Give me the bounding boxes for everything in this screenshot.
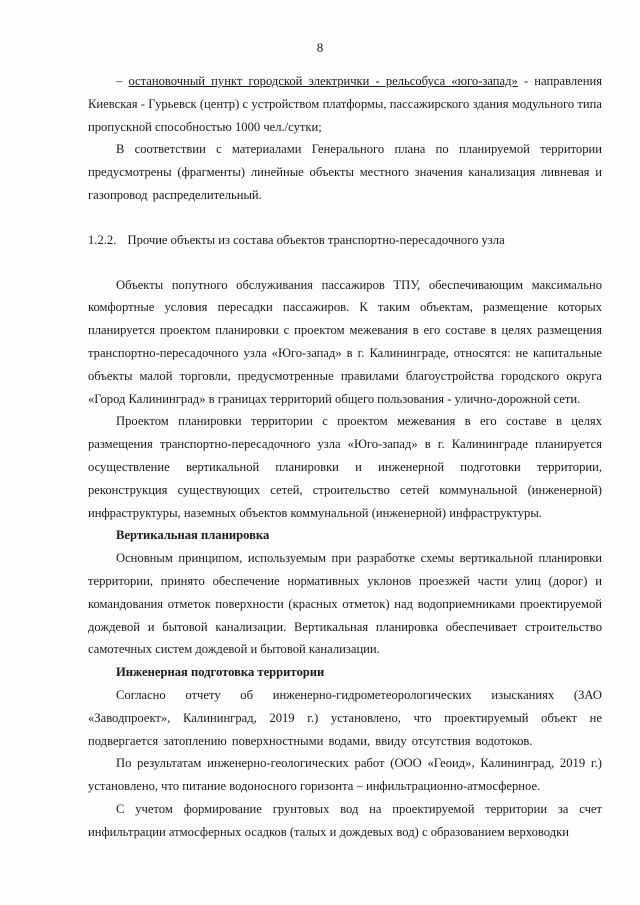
- paragraph-planning-project: Проектом планировки территории с проектом межевания в его составе в целях размещения транспортно-пересадочного узла «Юго-запад» в г. Калининграде планируется осуществление вертикальной планировки и инженерной подготовки территории, реконструкция существующих сетей, строительство сетей коммунальной (инженерной) инфраструктуры, наземных объектов коммунальной (инженерной) инфраструктуры.: [88, 414, 602, 520]
- section-heading: [88, 229, 602, 252]
- paragraph-general-plan: В соответствии с материалами Генерального плана по планируемой территории предусмотрены (фрагменты) линейные объекты местного значения канализация ливневая и газопровод распределительный.: [88, 142, 602, 202]
- page-number: 8: [316, 40, 324, 55]
- paragraph-groundwater: С учетом формирование грунтовых вод на проектируемой территории за счет инфильтрации атмосферных осадков (талых и дождевых вод) с образованием верховодки: [88, 801, 602, 839]
- paragraph-geological: По результатам инженерно-геологических работ (ООО «Геоид», Калининград, 2019 г.) установлено, что питание водоносного горизонта – инфильтрационно-атмосферное.: [88, 756, 602, 794]
- stop-point-underlined-text: остановочный пункт городской электрички - рельсобуса «юго-запад»: [128, 74, 518, 88]
- subheading-vertical-planning: Вертикальная планировка: [116, 528, 270, 543]
- paragraph-stop-point: [88, 70, 602, 138]
- document-body: [88, 70, 602, 844]
- subheading-engineering-preparation: Инженерная подготовка территории: [116, 665, 325, 680]
- paragraph-hydrometeorological: Согласно отчету об инженерно-гидрометеорологических изысканиях (ЗАО «Заводпроект», Калининград, 2019 г.) установлено, что проектируемый объект не подвергается затоплению поверхностными водами, ввиду отсутствия водотоков.: [88, 687, 602, 748]
- stop-point-text: - направления Киевская - Гурьевск (центр) с устройством платформы, пассажирского здания модульного типа пропускной способностью 1000 чел./сутки;: [88, 74, 603, 134]
- paragraph-service-objects: Объекты попутного обслуживания пассажиров ТПУ, обеспечивающим максимально комфортные условия пересадки пассажиров. К таким объектам, размещение которых планируется проектом планировки с проектом межевания в его составе в целях размещения транспортно-пересадочного узла «Юго-запад» в г. Калининграде, относятся: не капитальные объекты малой торговли, предусмотренные правилами благоустройства городского округа «Город Калининград» в границах территорий общего пользования - улично-дорожной сети.: [88, 277, 602, 406]
- section-title: Прочие объекты из состава объектов транспортно-пересадочного узла: [127, 232, 505, 247]
- paragraph-vertical-planning: Основным принципом, используемым при разработке схемы вертикальной планировки территории, принято обеспечение нормативных уклонов проезжей части улиц (дорог) и командования отметок поверхности (красных отметок) над водоприемниками проектируемой дождевой и бытовой канализации. Вертикальная планировка обеспечивает строительство самотечных систем дождевой и бытовой канализации.: [88, 551, 602, 657]
- section-number: 1.2.2.: [88, 232, 117, 247]
- list-dash: –: [116, 74, 123, 88]
